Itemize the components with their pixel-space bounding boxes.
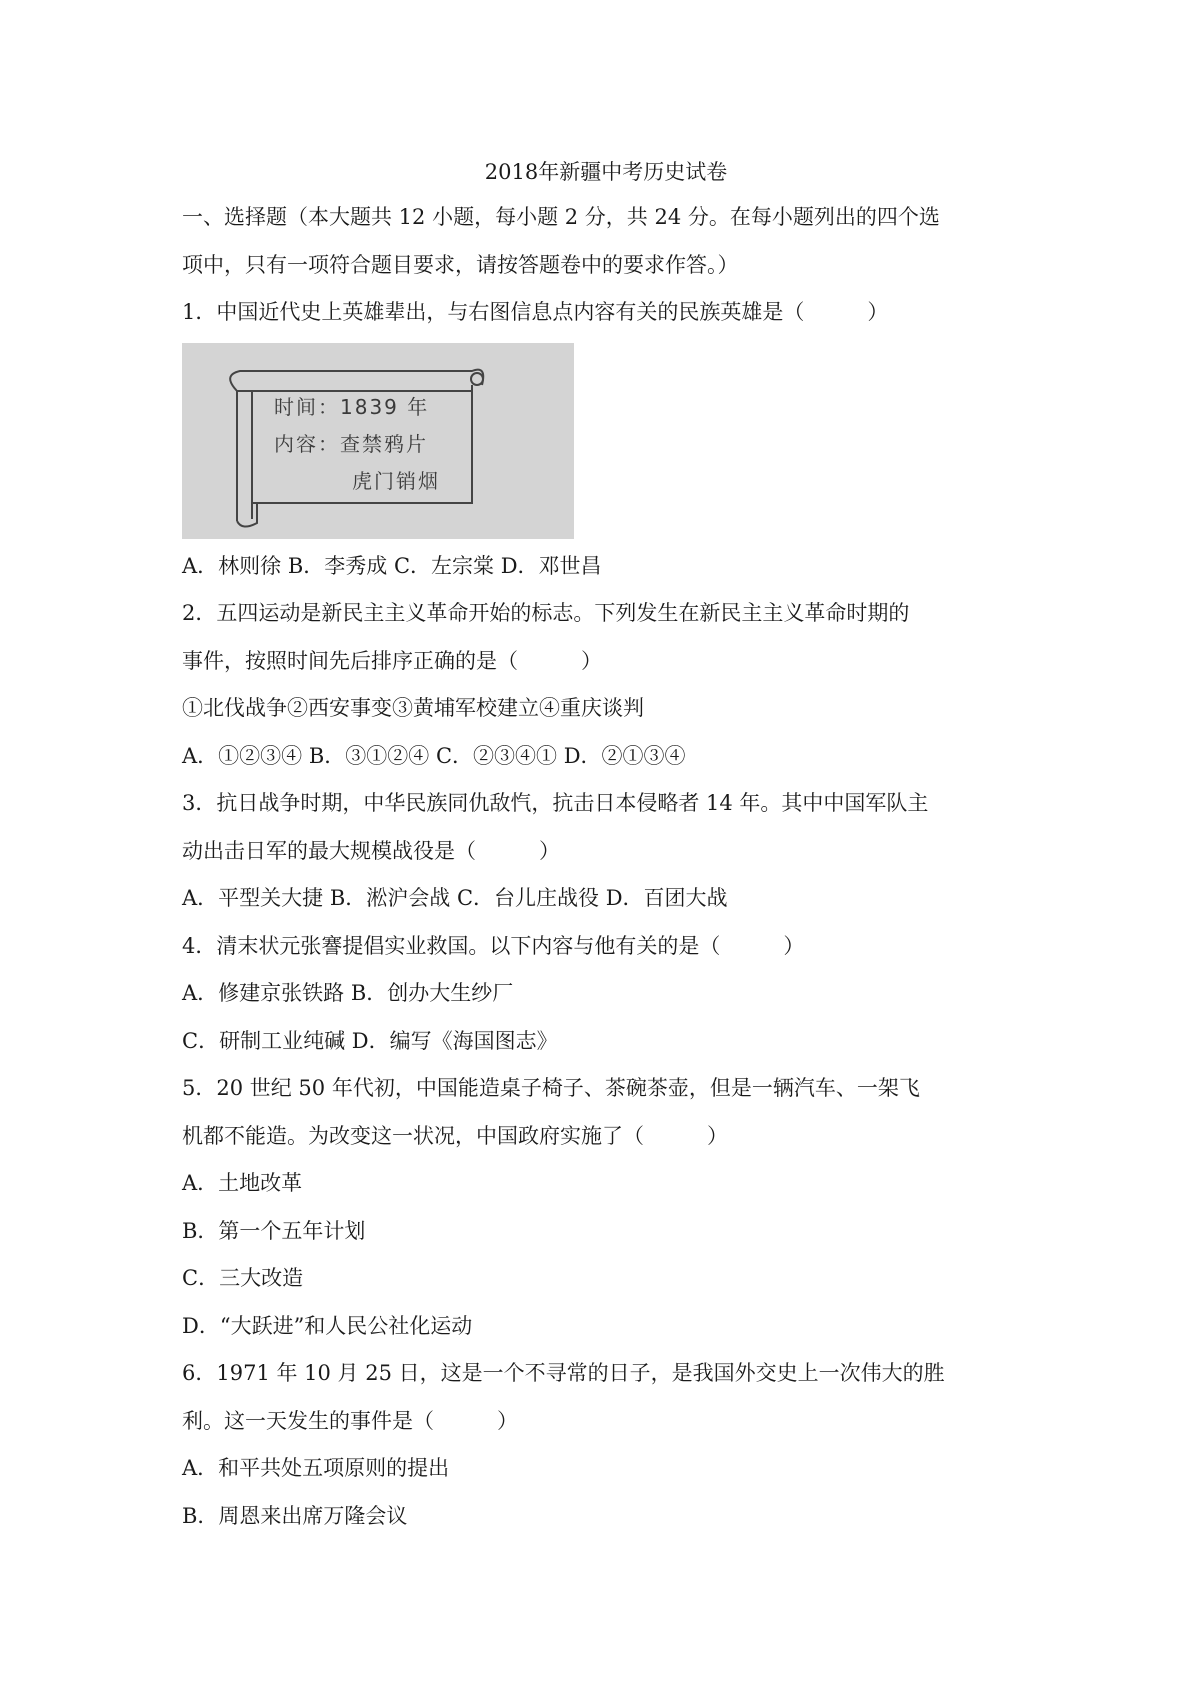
q5-option-a: A．土地改革 bbox=[182, 1171, 303, 1195]
exam-title: 2018年新疆中考历史试卷 bbox=[484, 160, 728, 184]
q2-stem-line-1: 2．五四运动是新民主主义革命开始的标志。下列发生在新民主主义革命时期的 bbox=[182, 601, 910, 625]
q4-options-line-1: A．修建京张铁路 B．创办大生纱厂 bbox=[182, 981, 514, 1005]
q3-stem-line-2: 动出击日军的最大规模战役是（ ） bbox=[182, 838, 560, 863]
q5-stem-line-1: 5．20 世纪 50 年代初，中国能造桌子椅子、茶碗茶壶，但是一辆汽车、一架飞 bbox=[182, 1076, 920, 1100]
section-heading-line-2: 项中，只有一项符合题目要求，请按答题卷中的要求作答。） bbox=[182, 252, 739, 277]
q5-stem-line-2: 机都不能造。为改变这一状况，中国政府实施了（ ） bbox=[182, 1123, 728, 1148]
q3-stem-line-1: 3．抗日战争时期，中华民族同仇敌忾，抗击日本侵略者 14 年。其中中国军队主 bbox=[182, 791, 929, 815]
q1-scroll-figure bbox=[182, 343, 574, 539]
q6-stem-line-1: 6．1971 年 10 月 25 日，这是一个不寻常的日子，是我国外交史上一次伟大的胜 bbox=[182, 1361, 945, 1385]
q5-option-c: C．三大改造 bbox=[182, 1266, 304, 1290]
q5-option-b: B．第一个五年计划 bbox=[182, 1218, 366, 1243]
q1-stem: 1．中国近代史上英雄辈出，与右图信息点内容有关的民族英雄是（ ） bbox=[182, 300, 889, 324]
figure-line-time: 时间：1839 年 bbox=[274, 394, 430, 419]
q2-stem-line-2: 事件，按照时间先后排序正确的是（ ） bbox=[182, 648, 602, 673]
figure-line-content: 内容：查禁鸦片 bbox=[274, 431, 428, 456]
q2-options: A．①②③④ B．③①②④ C．②③④① D．②①③④ bbox=[182, 743, 686, 768]
section-heading-line-1: 一、选择题（本大题共 12 小题，每小题 2 分，共 24 分。在每小题列出的四个选 bbox=[182, 205, 940, 229]
q3-options: A．平型关大捷 B．淞沪会战 C．台儿庄战役 D．百团大战 bbox=[182, 886, 728, 910]
q5-option-d: D．“大跃进”和人民公社化运动 bbox=[182, 1313, 473, 1338]
q4-options-line-2: C．研制工业纯碱 D．编写《海国图志》 bbox=[182, 1028, 558, 1053]
q4-stem: 4．清末状元张謇提倡实业救国。以下内容与他有关的是（ ） bbox=[182, 933, 805, 958]
q6-option-a: A．和平共处五项原则的提出 bbox=[182, 1456, 450, 1480]
q1-options: A．林则徐 B．李秀成 C．左宗棠 D．邓世昌 bbox=[182, 553, 602, 578]
exam-content bbox=[182, 150, 1030, 1540]
q6-stem-line-2: 利。这一天发生的事件是（ ） bbox=[182, 1408, 518, 1433]
q6-option-b: B．周恩来出席万隆会议 bbox=[182, 1503, 408, 1528]
q2-items: ①北伐战争②西安事变③黄埔军校建立④重庆谈判 bbox=[182, 696, 644, 720]
figure-line-content-2: 虎门销烟 bbox=[352, 468, 440, 493]
